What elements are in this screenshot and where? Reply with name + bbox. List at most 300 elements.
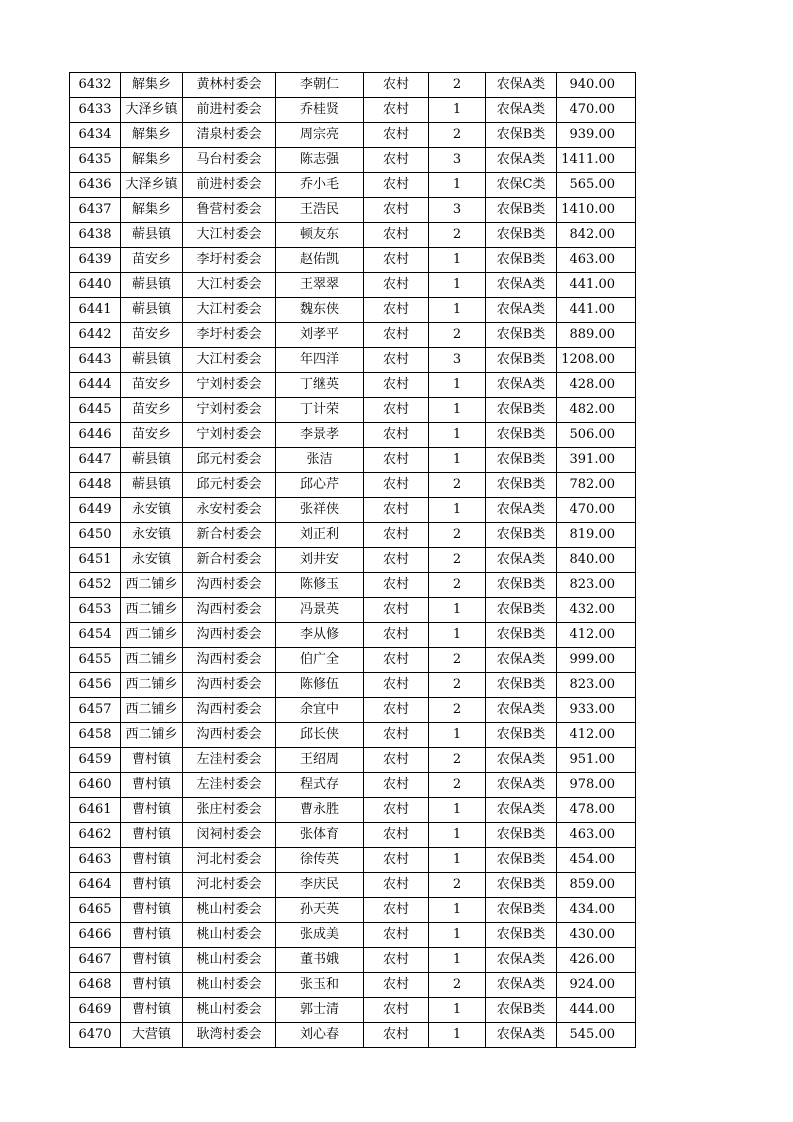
person-name-cell: 顿友东: [276, 223, 364, 248]
insurance-category-cell: 农保B类: [486, 223, 557, 248]
table-row: [70, 948, 636, 973]
insurance-category-cell: 农保A类: [486, 948, 557, 973]
table-row: [70, 473, 636, 498]
amount-cell: 999.00: [557, 648, 636, 673]
insurance-category-cell: 农保C类: [486, 173, 557, 198]
person-name-cell: 刘正利: [276, 523, 364, 548]
village-cell: 邱元村委会: [183, 473, 276, 498]
village-cell: 马台村委会: [183, 148, 276, 173]
person-name-cell: 乔桂贤: [276, 98, 364, 123]
serial-number-cell: 6470: [70, 1023, 121, 1048]
amount-cell: 939.00: [557, 123, 636, 148]
member-count-cell: 1: [429, 298, 486, 323]
insurance-category-cell: 农保A类: [486, 73, 557, 98]
member-count-cell: 2: [429, 548, 486, 573]
person-name-cell: 张成美: [276, 923, 364, 948]
insurance-category-cell: 农保B类: [486, 898, 557, 923]
household-type-cell: 农村: [364, 398, 429, 423]
amount-cell: 506.00: [557, 423, 636, 448]
table-row: [70, 573, 636, 598]
amount-cell: 545.00: [557, 1023, 636, 1048]
member-count-cell: 2: [429, 973, 486, 998]
village-cell: 张庄村委会: [183, 798, 276, 823]
member-count-cell: 1: [429, 98, 486, 123]
village-cell: 沟西村委会: [183, 573, 276, 598]
township-cell: 永安镇: [121, 548, 183, 573]
household-type-cell: 农村: [364, 98, 429, 123]
member-count-cell: 2: [429, 698, 486, 723]
household-type-cell: 农村: [364, 948, 429, 973]
amount-cell: 412.00: [557, 723, 636, 748]
person-name-cell: 魏东侠: [276, 298, 364, 323]
table-row: [70, 873, 636, 898]
member-count-cell: 2: [429, 73, 486, 98]
amount-cell: 426.00: [557, 948, 636, 973]
village-cell: 沟西村委会: [183, 623, 276, 648]
member-count-cell: 2: [429, 748, 486, 773]
township-cell: 曹村镇: [121, 823, 183, 848]
person-name-cell: 张祥侠: [276, 498, 364, 523]
insurance-category-cell: 农保A类: [486, 698, 557, 723]
serial-number-cell: 6461: [70, 798, 121, 823]
serial-number-cell: 6456: [70, 673, 121, 698]
serial-number-cell: 6436: [70, 173, 121, 198]
insurance-category-cell: 农保A类: [486, 298, 557, 323]
person-name-cell: 刘心春: [276, 1023, 364, 1048]
table-row: [70, 523, 636, 548]
member-count-cell: 2: [429, 573, 486, 598]
table-row: [70, 598, 636, 623]
village-cell: 前进村委会: [183, 173, 276, 198]
insurance-category-cell: 农保A类: [486, 748, 557, 773]
household-type-cell: 农村: [364, 498, 429, 523]
amount-cell: 823.00: [557, 673, 636, 698]
township-cell: 西二铺乡: [121, 598, 183, 623]
table-row: [70, 273, 636, 298]
serial-number-cell: 6440: [70, 273, 121, 298]
insurance-category-cell: 农保B类: [486, 523, 557, 548]
amount-cell: 1410.00: [557, 198, 636, 223]
insurance-category-cell: 农保A类: [486, 273, 557, 298]
village-cell: 耿湾村委会: [183, 1023, 276, 1048]
village-cell: 河北村委会: [183, 873, 276, 898]
table-row: [70, 623, 636, 648]
amount-cell: 924.00: [557, 973, 636, 998]
table-row: [70, 998, 636, 1023]
person-name-cell: 陈修玉: [276, 573, 364, 598]
village-cell: 桃山村委会: [183, 973, 276, 998]
insurance-category-cell: 农保B类: [486, 248, 557, 273]
village-cell: 宁刘村委会: [183, 423, 276, 448]
table-row: [70, 923, 636, 948]
insurance-category-cell: 农保A类: [486, 773, 557, 798]
township-cell: 曹村镇: [121, 798, 183, 823]
serial-number-cell: 6432: [70, 73, 121, 98]
table-row: [70, 248, 636, 273]
serial-number-cell: 6466: [70, 923, 121, 948]
person-name-cell: 陈志强: [276, 148, 364, 173]
serial-number-cell: 6452: [70, 573, 121, 598]
household-type-cell: 农村: [364, 573, 429, 598]
member-count-cell: 1: [429, 448, 486, 473]
township-cell: 苗安乡: [121, 323, 183, 348]
amount-cell: 470.00: [557, 498, 636, 523]
table-row: [70, 823, 636, 848]
village-cell: 左洼村委会: [183, 748, 276, 773]
township-cell: 曹村镇: [121, 923, 183, 948]
village-cell: 河北村委会: [183, 848, 276, 873]
insurance-category-cell: 农保A类: [486, 548, 557, 573]
insurance-category-cell: 农保B类: [486, 923, 557, 948]
insurance-category-cell: 农保A类: [486, 373, 557, 398]
amount-cell: 859.00: [557, 873, 636, 898]
village-cell: 大江村委会: [183, 348, 276, 373]
household-type-cell: 农村: [364, 323, 429, 348]
person-name-cell: 王翠翠: [276, 273, 364, 298]
township-cell: 西二铺乡: [121, 723, 183, 748]
member-count-cell: 2: [429, 473, 486, 498]
amount-cell: 951.00: [557, 748, 636, 773]
amount-cell: 978.00: [557, 773, 636, 798]
serial-number-cell: 6438: [70, 223, 121, 248]
insurance-category-cell: 农保B类: [486, 998, 557, 1023]
amount-cell: 454.00: [557, 848, 636, 873]
table-row: [70, 198, 636, 223]
person-name-cell: 张玉和: [276, 973, 364, 998]
village-cell: 沟西村委会: [183, 673, 276, 698]
township-cell: 西二铺乡: [121, 698, 183, 723]
insurance-category-cell: 农保B类: [486, 473, 557, 498]
household-type-cell: 农村: [364, 723, 429, 748]
household-type-cell: 农村: [364, 298, 429, 323]
member-count-cell: 1: [429, 1023, 486, 1048]
serial-number-cell: 6469: [70, 998, 121, 1023]
insurance-category-cell: 农保A类: [486, 498, 557, 523]
member-count-cell: 1: [429, 173, 486, 198]
table-row: [70, 448, 636, 473]
person-name-cell: 王绍周: [276, 748, 364, 773]
serial-number-cell: 6443: [70, 348, 121, 373]
household-type-cell: 农村: [364, 523, 429, 548]
township-cell: 苗安乡: [121, 423, 183, 448]
serial-number-cell: 6468: [70, 973, 121, 998]
insurance-category-cell: 农保B类: [486, 723, 557, 748]
village-cell: 左洼村委会: [183, 773, 276, 798]
township-cell: 西二铺乡: [121, 648, 183, 673]
person-name-cell: 刘井安: [276, 548, 364, 573]
amount-cell: 478.00: [557, 798, 636, 823]
village-cell: 沟西村委会: [183, 598, 276, 623]
insurance-category-cell: 农保A类: [486, 1023, 557, 1048]
serial-number-cell: 6455: [70, 648, 121, 673]
insurance-category-cell: 农保B类: [486, 348, 557, 373]
table-row: [70, 223, 636, 248]
township-cell: 曹村镇: [121, 948, 183, 973]
household-type-cell: 农村: [364, 1023, 429, 1048]
township-cell: 永安镇: [121, 523, 183, 548]
member-count-cell: 1: [429, 798, 486, 823]
township-cell: 西二铺乡: [121, 623, 183, 648]
amount-cell: 842.00: [557, 223, 636, 248]
member-count-cell: 1: [429, 273, 486, 298]
serial-number-cell: 6442: [70, 323, 121, 348]
village-cell: 新合村委会: [183, 523, 276, 548]
household-type-cell: 农村: [364, 448, 429, 473]
member-count-cell: 3: [429, 148, 486, 173]
member-count-cell: 1: [429, 948, 486, 973]
village-cell: 沟西村委会: [183, 648, 276, 673]
member-count-cell: 1: [429, 898, 486, 923]
member-count-cell: 1: [429, 923, 486, 948]
serial-number-cell: 6467: [70, 948, 121, 973]
insurance-category-cell: 农保B类: [486, 573, 557, 598]
person-name-cell: 张体育: [276, 823, 364, 848]
insurance-category-cell: 农保A类: [486, 98, 557, 123]
member-count-cell: 2: [429, 323, 486, 348]
person-name-cell: 李景孝: [276, 423, 364, 448]
village-cell: 李圩村委会: [183, 323, 276, 348]
township-cell: 大泽乡镇: [121, 98, 183, 123]
person-name-cell: 乔小毛: [276, 173, 364, 198]
member-count-cell: 2: [429, 873, 486, 898]
insurance-category-cell: 农保B类: [486, 848, 557, 873]
household-type-cell: 农村: [364, 998, 429, 1023]
amount-cell: 444.00: [557, 998, 636, 1023]
household-type-cell: 农村: [364, 373, 429, 398]
household-type-cell: 农村: [364, 348, 429, 373]
serial-number-cell: 6463: [70, 848, 121, 873]
person-name-cell: 刘孝平: [276, 323, 364, 348]
township-cell: 西二铺乡: [121, 573, 183, 598]
serial-number-cell: 6450: [70, 523, 121, 548]
table-row: [70, 498, 636, 523]
township-cell: 曹村镇: [121, 748, 183, 773]
township-cell: 蕲县镇: [121, 348, 183, 373]
household-type-cell: 农村: [364, 773, 429, 798]
member-count-cell: 1: [429, 248, 486, 273]
village-cell: 大江村委会: [183, 223, 276, 248]
household-type-cell: 农村: [364, 648, 429, 673]
amount-cell: 391.00: [557, 448, 636, 473]
household-type-cell: 农村: [364, 923, 429, 948]
table-row: [70, 648, 636, 673]
township-cell: 蕲县镇: [121, 448, 183, 473]
person-name-cell: 董书娥: [276, 948, 364, 973]
insurance-category-cell: 农保B类: [486, 673, 557, 698]
insurance-category-cell: 农保A类: [486, 648, 557, 673]
township-cell: 解集乡: [121, 148, 183, 173]
insurance-category-cell: 农保B类: [486, 623, 557, 648]
member-count-cell: 2: [429, 523, 486, 548]
township-cell: 苗安乡: [121, 398, 183, 423]
household-type-cell: 农村: [364, 223, 429, 248]
insurance-category-cell: 农保B类: [486, 423, 557, 448]
table-row: [70, 173, 636, 198]
amount-cell: 482.00: [557, 398, 636, 423]
township-cell: 大泽乡镇: [121, 173, 183, 198]
person-name-cell: 邱长侠: [276, 723, 364, 748]
table-body: [70, 73, 636, 1048]
insurance-category-cell: 农保A类: [486, 148, 557, 173]
person-name-cell: 赵佑凯: [276, 248, 364, 273]
table-row: [70, 898, 636, 923]
township-cell: 曹村镇: [121, 773, 183, 798]
village-cell: 大江村委会: [183, 273, 276, 298]
insurance-category-cell: 农保B类: [486, 598, 557, 623]
serial-number-cell: 6447: [70, 448, 121, 473]
amount-cell: 463.00: [557, 248, 636, 273]
amount-cell: 428.00: [557, 373, 636, 398]
member-count-cell: 1: [429, 423, 486, 448]
member-count-cell: 2: [429, 123, 486, 148]
household-type-cell: 农村: [364, 623, 429, 648]
person-name-cell: 曹永胜: [276, 798, 364, 823]
member-count-cell: 1: [429, 823, 486, 848]
amount-cell: 1411.00: [557, 148, 636, 173]
serial-number-cell: 6449: [70, 498, 121, 523]
township-cell: 曹村镇: [121, 898, 183, 923]
village-cell: 鲁营村委会: [183, 198, 276, 223]
township-cell: 曹村镇: [121, 973, 183, 998]
person-name-cell: 丁计荣: [276, 398, 364, 423]
person-name-cell: 徐传英: [276, 848, 364, 873]
insurance-category-cell: 农保B类: [486, 823, 557, 848]
table-row: [70, 348, 636, 373]
serial-number-cell: 6458: [70, 723, 121, 748]
person-name-cell: 李朝仁: [276, 73, 364, 98]
person-name-cell: 冯景英: [276, 598, 364, 623]
serial-number-cell: 6448: [70, 473, 121, 498]
household-type-cell: 农村: [364, 823, 429, 848]
amount-cell: 823.00: [557, 573, 636, 598]
township-cell: 苗安乡: [121, 373, 183, 398]
household-type-cell: 农村: [364, 248, 429, 273]
member-count-cell: 2: [429, 648, 486, 673]
amount-cell: 840.00: [557, 548, 636, 573]
insurance-category-cell: 农保B类: [486, 398, 557, 423]
table-row: [70, 373, 636, 398]
table-row: [70, 123, 636, 148]
amount-cell: 940.00: [557, 73, 636, 98]
amount-cell: 565.00: [557, 173, 636, 198]
member-count-cell: 1: [429, 848, 486, 873]
amount-cell: 463.00: [557, 823, 636, 848]
village-cell: 桃山村委会: [183, 923, 276, 948]
table-row: [70, 298, 636, 323]
village-cell: 沟西村委会: [183, 723, 276, 748]
amount-cell: 1208.00: [557, 348, 636, 373]
table-row: [70, 98, 636, 123]
village-cell: 大江村委会: [183, 298, 276, 323]
insurance-category-cell: 农保A类: [486, 798, 557, 823]
household-type-cell: 农村: [364, 973, 429, 998]
serial-number-cell: 6453: [70, 598, 121, 623]
table-row: [70, 698, 636, 723]
village-cell: 桃山村委会: [183, 948, 276, 973]
township-cell: 蕲县镇: [121, 223, 183, 248]
amount-cell: 933.00: [557, 698, 636, 723]
person-name-cell: 周宗亮: [276, 123, 364, 148]
household-type-cell: 农村: [364, 848, 429, 873]
household-type-cell: 农村: [364, 898, 429, 923]
subsidy-table: [69, 72, 636, 1048]
person-name-cell: 郭士清: [276, 998, 364, 1023]
member-count-cell: 3: [429, 198, 486, 223]
village-cell: 桃山村委会: [183, 998, 276, 1023]
table-row: [70, 548, 636, 573]
township-cell: 曹村镇: [121, 848, 183, 873]
amount-cell: 430.00: [557, 923, 636, 948]
township-cell: 大营镇: [121, 1023, 183, 1048]
table-row: [70, 148, 636, 173]
serial-number-cell: 6433: [70, 98, 121, 123]
household-type-cell: 农村: [364, 423, 429, 448]
member-count-cell: 2: [429, 673, 486, 698]
township-cell: 苗安乡: [121, 248, 183, 273]
township-cell: 曹村镇: [121, 873, 183, 898]
member-count-cell: 1: [429, 498, 486, 523]
amount-cell: 819.00: [557, 523, 636, 548]
member-count-cell: 2: [429, 223, 486, 248]
member-count-cell: 2: [429, 773, 486, 798]
serial-number-cell: 6459: [70, 748, 121, 773]
table-row: [70, 848, 636, 873]
person-name-cell: 年四洋: [276, 348, 364, 373]
serial-number-cell: 6439: [70, 248, 121, 273]
household-type-cell: 农村: [364, 473, 429, 498]
person-name-cell: 李庆民: [276, 873, 364, 898]
person-name-cell: 孙天英: [276, 898, 364, 923]
village-cell: 沟西村委会: [183, 698, 276, 723]
person-name-cell: 丁继英: [276, 373, 364, 398]
village-cell: 闵祠村委会: [183, 823, 276, 848]
insurance-category-cell: 农保A类: [486, 973, 557, 998]
person-name-cell: 伯广全: [276, 648, 364, 673]
insurance-category-cell: 农保B类: [486, 198, 557, 223]
household-type-cell: 农村: [364, 548, 429, 573]
village-cell: 前进村委会: [183, 98, 276, 123]
member-count-cell: 1: [429, 998, 486, 1023]
township-cell: 解集乡: [121, 123, 183, 148]
table-row: [70, 323, 636, 348]
household-type-cell: 农村: [364, 673, 429, 698]
village-cell: 宁刘村委会: [183, 373, 276, 398]
person-name-cell: 余宜中: [276, 698, 364, 723]
person-name-cell: 邱心芹: [276, 473, 364, 498]
household-type-cell: 农村: [364, 173, 429, 198]
household-type-cell: 农村: [364, 748, 429, 773]
village-cell: 新合村委会: [183, 548, 276, 573]
township-cell: 解集乡: [121, 198, 183, 223]
serial-number-cell: 6441: [70, 298, 121, 323]
amount-cell: 889.00: [557, 323, 636, 348]
insurance-category-cell: 农保B类: [486, 123, 557, 148]
township-cell: 蕲县镇: [121, 298, 183, 323]
amount-cell: 782.00: [557, 473, 636, 498]
member-count-cell: 1: [429, 723, 486, 748]
serial-number-cell: 6462: [70, 823, 121, 848]
amount-cell: 470.00: [557, 98, 636, 123]
table-row: [70, 398, 636, 423]
serial-number-cell: 6457: [70, 698, 121, 723]
table-row: [70, 798, 636, 823]
insurance-category-cell: 农保B类: [486, 323, 557, 348]
household-type-cell: 农村: [364, 73, 429, 98]
table-row: [70, 673, 636, 698]
table-row: [70, 1023, 636, 1048]
serial-number-cell: 6446: [70, 423, 121, 448]
household-type-cell: 农村: [364, 273, 429, 298]
